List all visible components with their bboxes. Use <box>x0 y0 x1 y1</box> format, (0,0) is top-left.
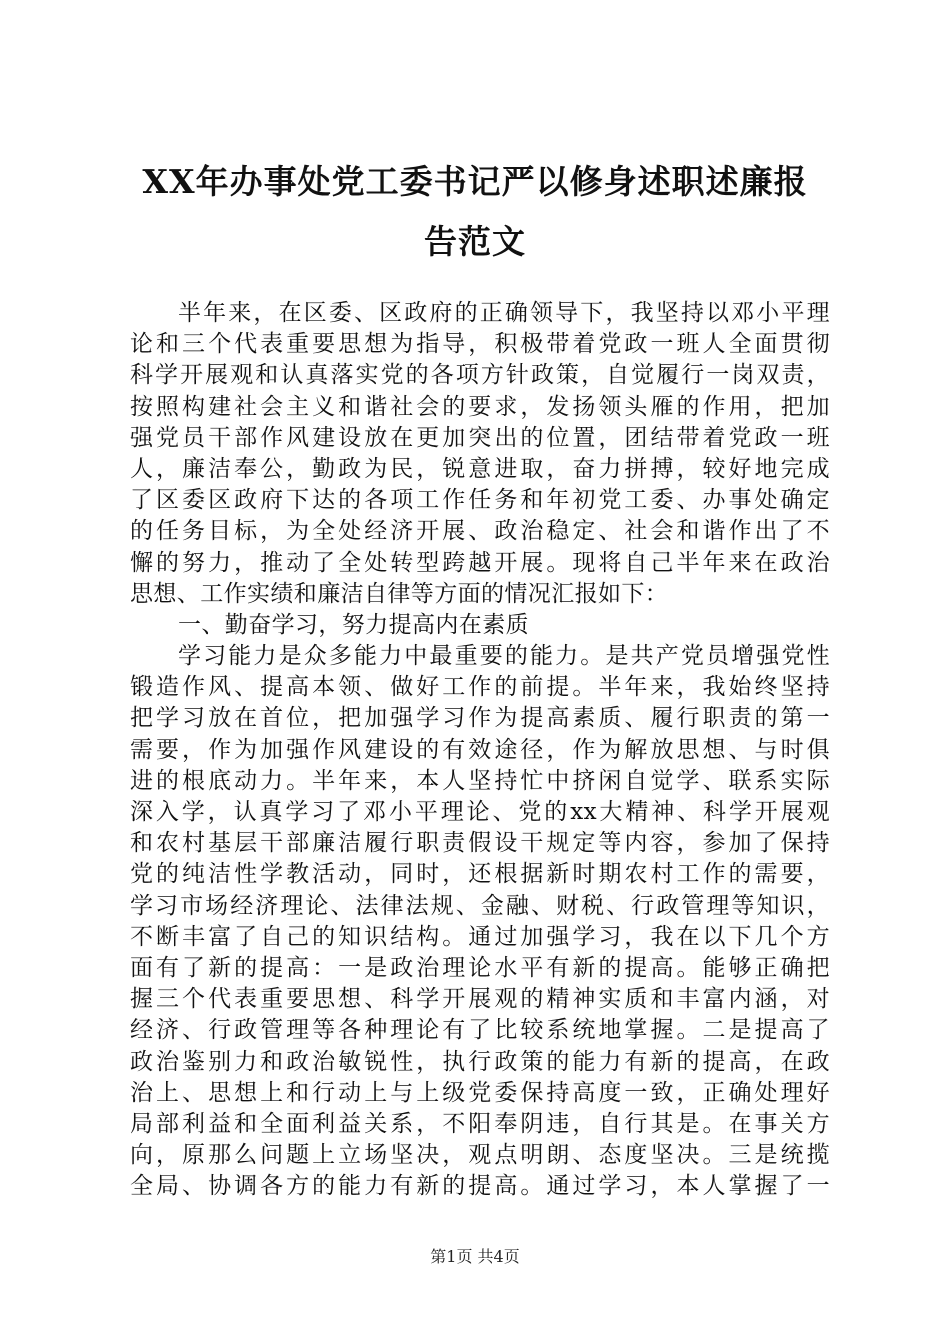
paragraph-line: 治上、思想上和行动上与上级党委保持高度一致，正确处理好 <box>130 1079 830 1106</box>
paragraph-line: 政治鉴别力和政治敏锐性，执行政策的能力有新的提高，在政 <box>130 1048 830 1075</box>
paragraph-line: 锻造作风、提高本领、做好工作的前提。半年来，我始终坚持 <box>130 674 830 701</box>
paragraph-line: 全局、协调各方的能力有新的提高。通过学习，本人掌握了一 <box>130 1173 830 1200</box>
paragraph-line: 向，原那么问题上立场坚决，观点明朗、态度坚决。三是统揽 <box>130 1142 830 1169</box>
section-heading: 一、勤奋学习，努力提高内在素质 <box>178 611 529 638</box>
paragraph-line: 进的根底动力。半年来，本人坚持忙中挤闲自觉学、联系实际 <box>130 767 830 794</box>
paragraph-line: 懈的努力，推动了全处转型跨越开展。现将自己半年来在政治 <box>130 549 830 576</box>
paragraph-line: 面有了新的提高：一是政治理论水平有新的提高。能够正确把 <box>130 954 830 981</box>
paragraph-line: 经济、行政管理等各种理论有了比较系统地掌握。二是提高了 <box>130 1017 830 1044</box>
paragraph-line: 不断丰富了自己的知识结构。通过加强学习，我在以下几个方 <box>130 923 830 950</box>
paragraph-line: 科学开展观和认真落实党的各项方针政策，自觉履行一岗双责， <box>130 362 830 389</box>
paragraph-line: 人，廉洁奉公，勤政为民，锐意进取，奋力拼搏，较好地完成 <box>130 455 830 482</box>
paragraph-line: 半年来，在区委、区政府的正确领导下，我坚持以邓小平理 <box>178 300 830 326</box>
paragraph-line: 局部利益和全面利益关系，不阳奉阴违，自行其是。在事关方 <box>130 1110 830 1137</box>
paragraph-line: 的任务目标，为全处经济开展、政治稳定、社会和谐作出了不 <box>130 518 830 545</box>
paragraph-line: 党的纯洁性学教活动，同时，还根据新时期农村工作的需要， <box>130 861 830 888</box>
paragraph-line: 把学习放在首位，把加强学习作为提高素质、履行职责的第一 <box>130 705 830 732</box>
paragraph-line: 学习市场经济理论、法律法规、金融、财税、行政管理等知识， <box>130 892 830 919</box>
page-number-footer: 第1页 共4页 <box>430 1247 520 1266</box>
document-title-line-2: 告范文 <box>424 222 526 261</box>
paragraph-line: 学习能力是众多能力中最重要的能力。是共产党员增强党性 <box>178 643 830 670</box>
document-title-line-1: XX年办事处党工委书记严以修身述职述廉报 <box>142 162 808 201</box>
paragraph-line: 强党员干部作风建设放在更加突出的位置，团结带着党政一班 <box>130 424 830 451</box>
paragraph-line: 了区委区政府下达的各项工作任务和年初党工委、办事处确定 <box>130 487 830 514</box>
paragraph-line: 深入学，认真学习了邓小平理论、党的xx大精神、科学开展观 <box>130 799 830 825</box>
paragraph-line: 按照构建社会主义和谐社会的要求，发扬领头雁的作用，把加 <box>130 393 830 420</box>
paragraph-line: 思想、工作实绩和廉洁自律等方面的情况汇报如下： <box>130 580 669 607</box>
document-body <box>130 298 830 1202</box>
paragraph-line: 和农村基层干部廉洁履行职责假设干规定等内容，参加了保持 <box>130 830 830 857</box>
paragraph-line: 论和三个代表重要思想为指导，积极带着党政一班人全面贯彻 <box>130 331 830 358</box>
paragraph-line: 需要，作为加强作风建设的有效途径，作为解放思想、与时俱 <box>130 736 830 763</box>
paragraph-line: 握三个代表重要思想、科学开展观的精神实质和丰富内涵，对 <box>130 986 830 1013</box>
